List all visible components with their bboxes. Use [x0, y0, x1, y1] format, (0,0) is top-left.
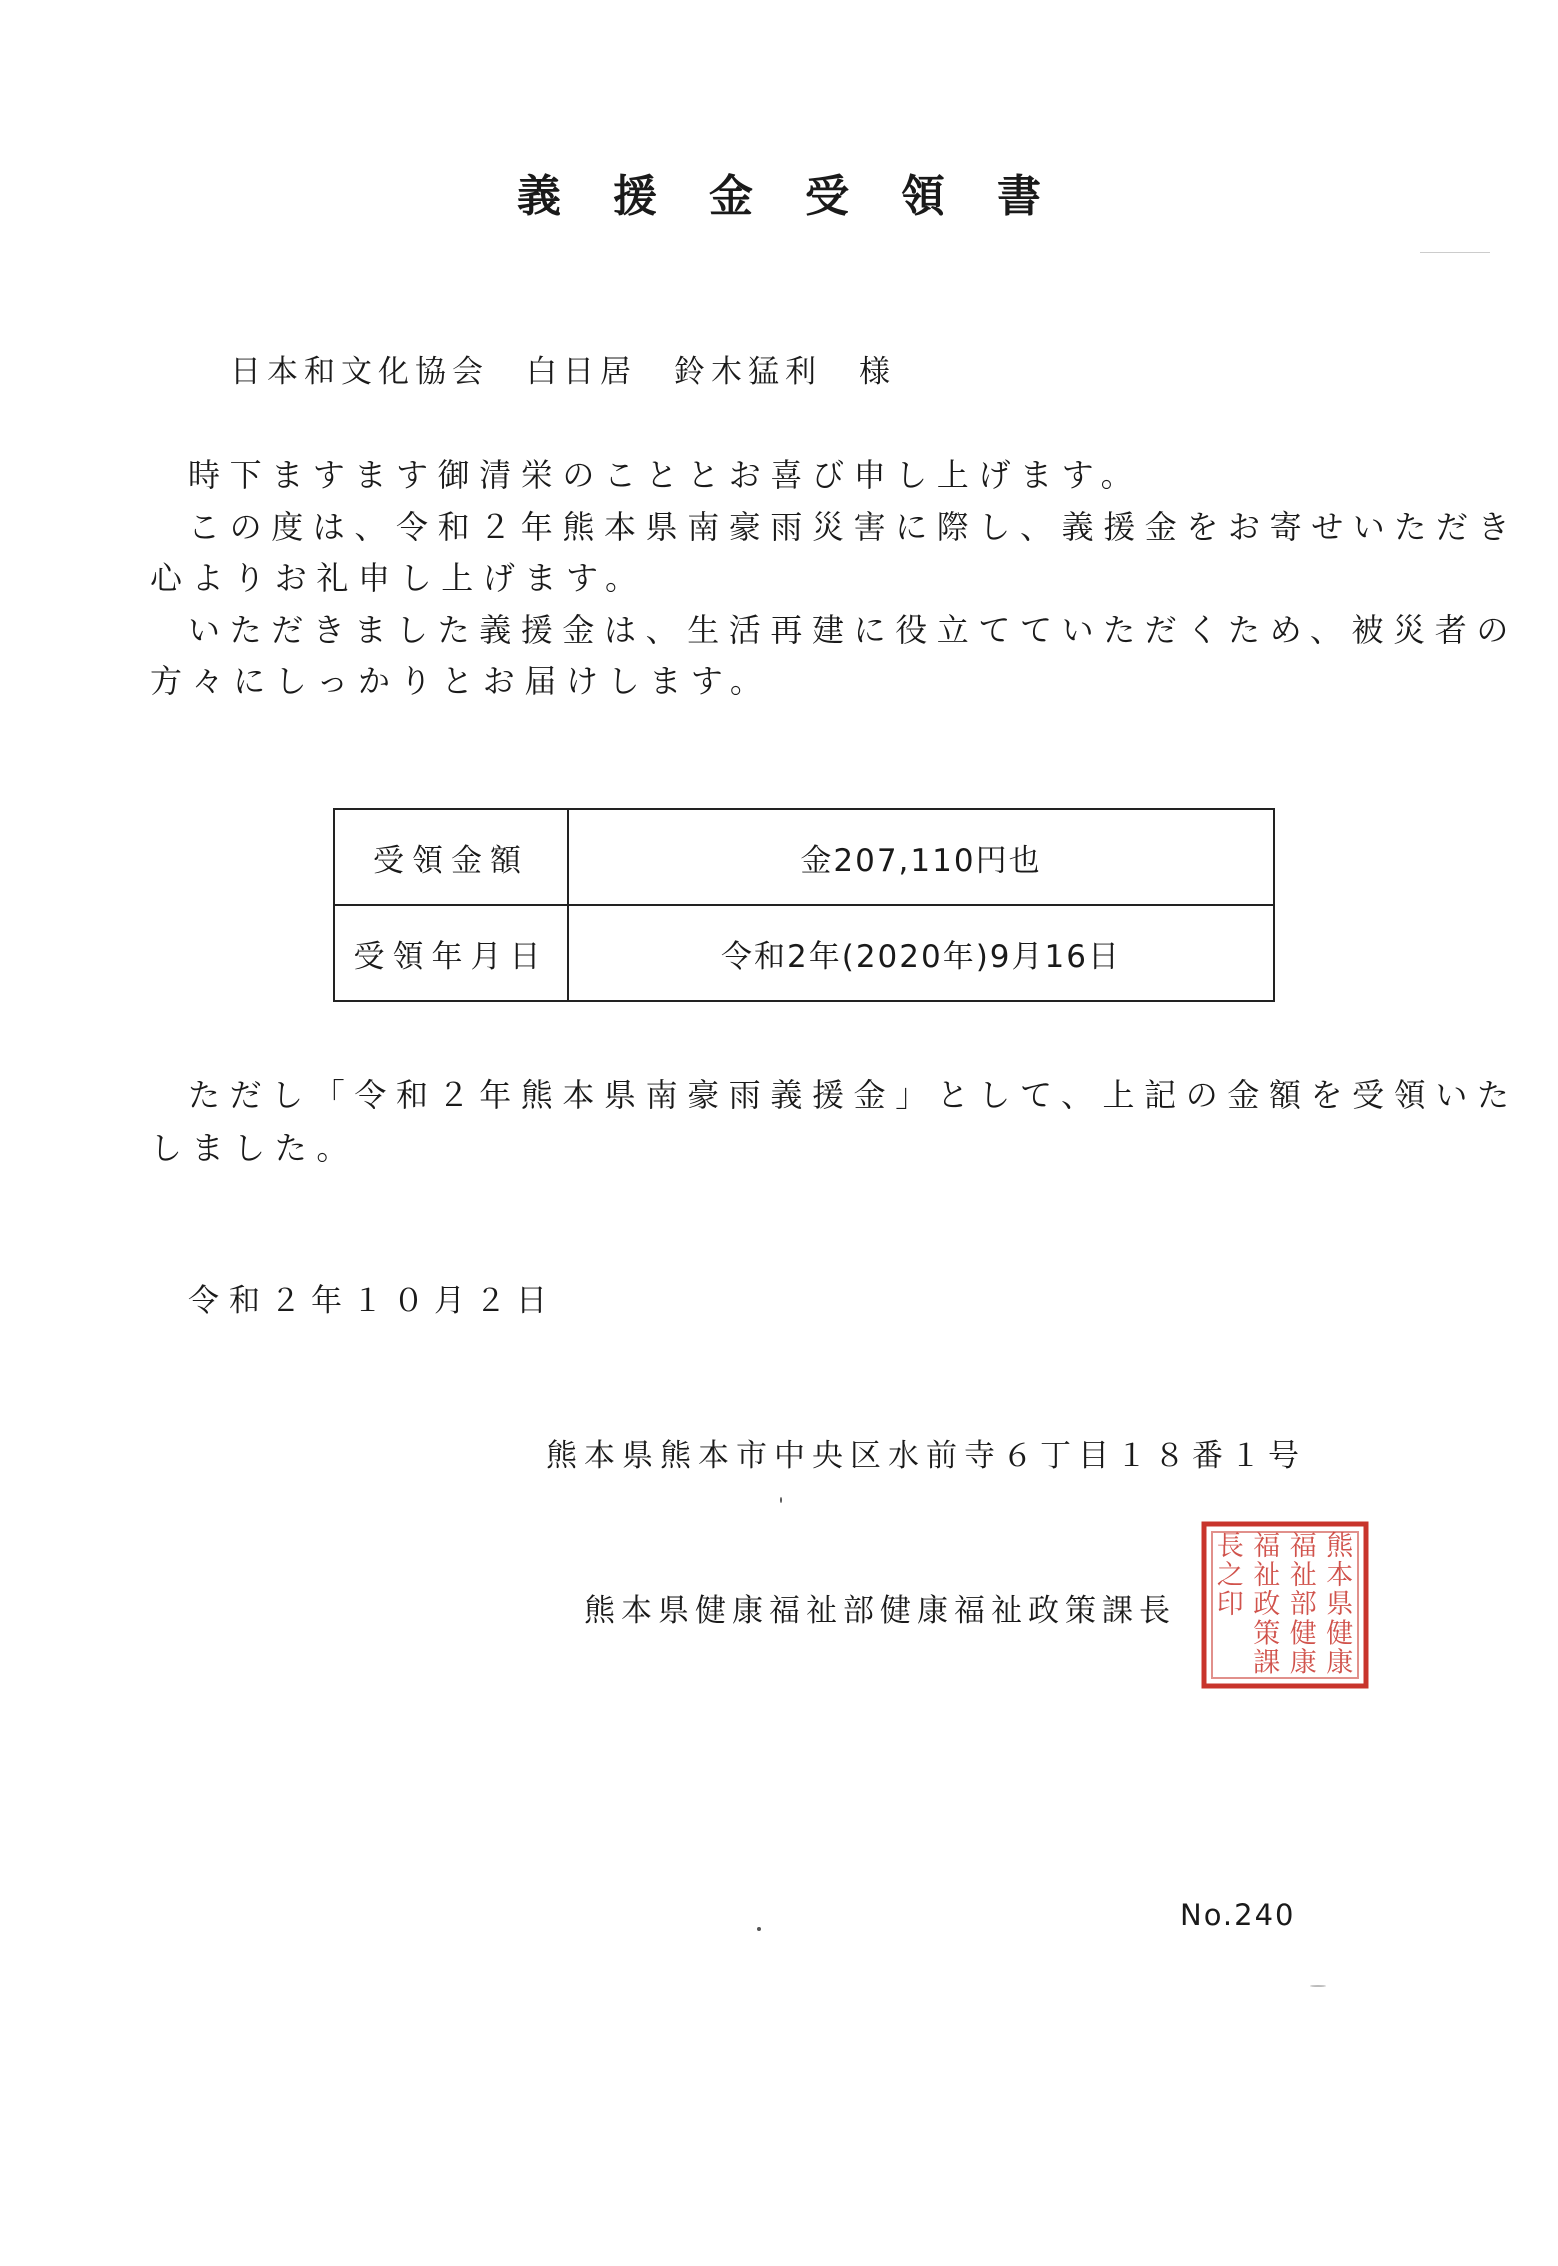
document-number: No.240: [1180, 1898, 1296, 1932]
body-line-1: 時下ますます御清栄のこととお喜び申し上げます。: [188, 456, 1143, 494]
seal-glyph: 策: [1253, 1618, 1281, 1650]
seal-glyph: 祉: [1253, 1559, 1281, 1591]
table-row: [334, 905, 1274, 1001]
seal-glyphs: [1217, 1531, 1355, 1679]
seal-glyph: 之: [1216, 1559, 1244, 1591]
seal-glyph: 福: [1253, 1530, 1281, 1562]
scan-speck: [757, 1927, 761, 1931]
scan-speck: [1420, 252, 1490, 253]
body-line-4: いただきました義援金は、生活再建に役立てていただくため、被災者の: [188, 611, 1518, 649]
seal-glyph: 県: [1326, 1589, 1354, 1621]
receipt-date-value: 令和2年(2020年)9月16日: [568, 905, 1274, 1001]
note-line-1: ただし「令和２年熊本県南豪雨義援金」として、上記の金額を受領いた: [188, 1076, 1519, 1114]
table-row: [334, 809, 1274, 905]
seal-glyph: 祉: [1289, 1559, 1317, 1591]
seal-glyph: 健: [1289, 1618, 1317, 1650]
seal-glyph: 長: [1216, 1530, 1244, 1562]
issuer-office: 熊本県健康福祉部健康福祉政策課長: [584, 1593, 1176, 1629]
body-line-5: 方々にしっかりとお届けします。: [150, 662, 772, 700]
issuer-address: 熊本県熊本市中央区水前寺６丁目１８番１号: [546, 1438, 1306, 1474]
official-seal-stamp: [1200, 1520, 1370, 1690]
seal-glyph: 印: [1216, 1589, 1244, 1621]
seal-glyph: 福: [1289, 1530, 1317, 1562]
receipt-date-label: 受領年月日: [334, 905, 568, 1001]
seal-glyph: 康: [1326, 1647, 1354, 1679]
body-line-3: 心よりお礼申し上げます。: [150, 559, 647, 597]
seal-glyph: 政: [1253, 1589, 1281, 1621]
addressee: 日本和文化協会 白日居 鈴木猛利 様: [230, 354, 896, 390]
note-line-2: しました。: [150, 1129, 359, 1167]
amount-label: 受領金額: [334, 809, 568, 905]
amount-value: 金207,110円也: [568, 809, 1274, 905]
issue-date: 令和２年１０月２日: [188, 1283, 557, 1319]
seal-glyph: 康: [1289, 1647, 1317, 1679]
seal-glyph: 本: [1326, 1559, 1354, 1591]
seal-glyph: 熊: [1326, 1530, 1354, 1562]
receipt-table: [333, 808, 1275, 1002]
seal-glyph: 課: [1253, 1647, 1281, 1679]
body-line-2: この度は、令和２年熊本県南豪雨災害に際し、義援金をお寄せいただき: [188, 508, 1520, 546]
seal-glyph: 健: [1326, 1618, 1354, 1650]
scan-speck: [780, 1497, 782, 1503]
document-title: 義援金受領書: [517, 171, 1093, 222]
seal-glyph: 部: [1289, 1589, 1317, 1621]
scan-speck: [1310, 1985, 1326, 1987]
